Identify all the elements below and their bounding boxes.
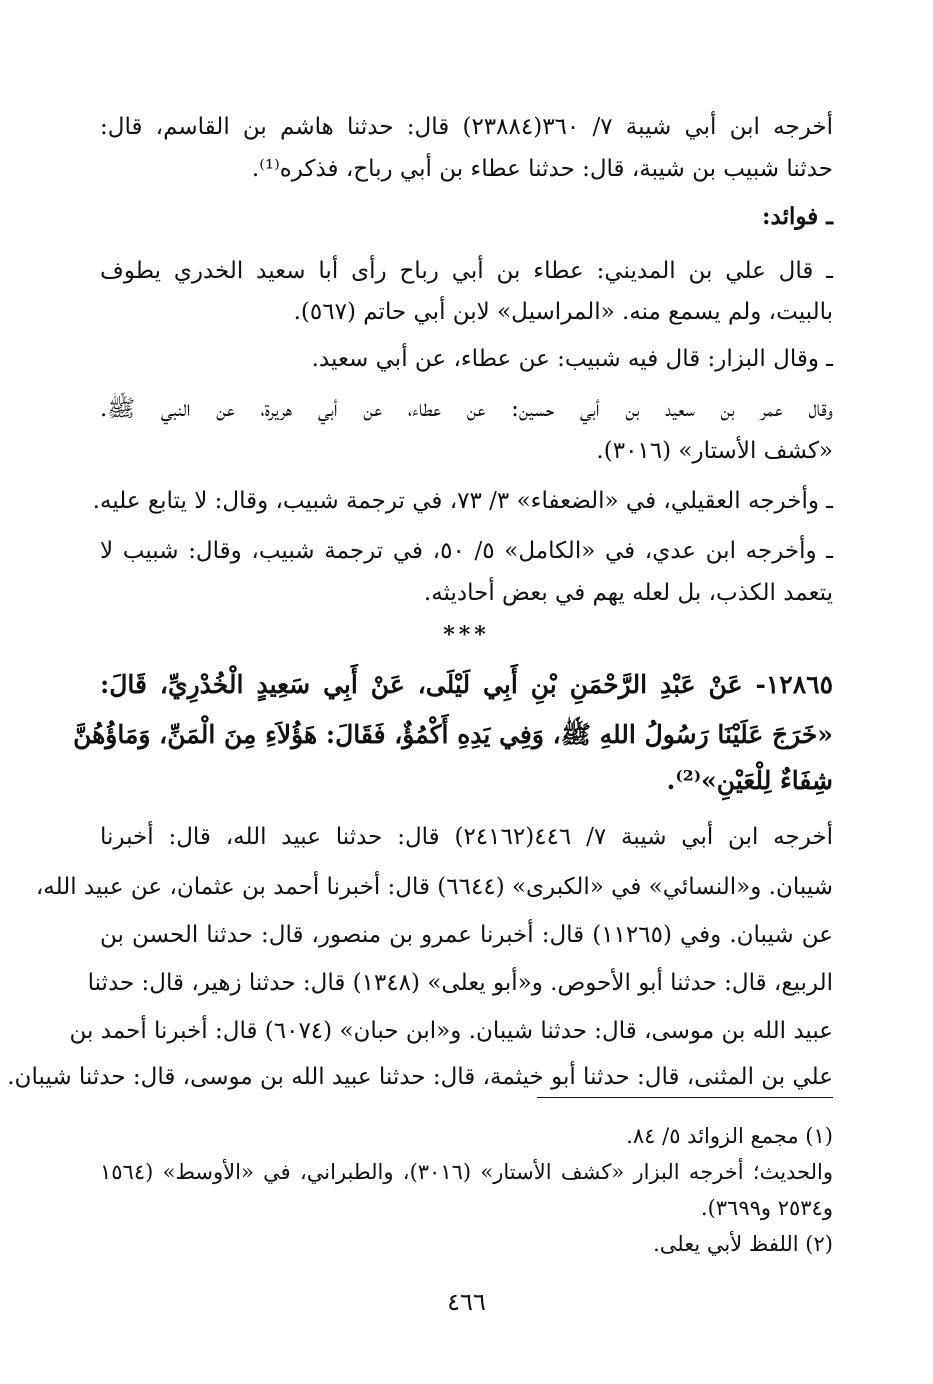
page-number: ٤٦٦	[447, 1288, 486, 1316]
fawaid-line-4: وقال عمر بن سعيد بن أبي حسين: عن عطاء، عن أبي هريرة، عن النبي ﷺ.	[100, 396, 833, 422]
fawaid-line-5: «كشف الأستار» (٣٠١٦).	[596, 438, 833, 464]
fawaid-line-3: ـ وقال البزار: قال فيه شبيب: عن عطاء، عن أبي سعيد.	[311, 346, 833, 372]
paragraph1-line-1: أخرجه ابن أبي شيبة ٧/ ٣٦٠(٢٣٨٨٤) قال: حدثنا هاشم بن القاسم، قال:	[100, 114, 834, 140]
fawaid-line-2: بالبيت، ولم يسمع منه. «المراسيل» لابن أبي حاتم (٥٦٧).	[293, 299, 833, 325]
takhrij-line-5: عبيد الله بن موسى، قال: حدثنا شيبان. و«ابن حبان» (٦٠٧٤) قال: أخبرنا أحمد بن	[69, 1018, 833, 1044]
footnote-separator	[537, 1097, 833, 1098]
takhrij-line-6: علي بن المثنى، قال: حدثنا أبو خيثمة، قال: حدثنا عبيد الله بن موسى، قال: حدثنا شيبان.	[7, 1064, 833, 1090]
fawaid-heading: ـ فوائد:	[762, 203, 833, 230]
footnote-1: (١) مجمع الزوائد ٥/ ٨٤.	[626, 1124, 833, 1148]
fawaid-line-7: ـ وأخرجه ابن عدي، في «الكامل» ٥/ ٥٠، في ترجمة شبيب، وقال: شبيب لا	[100, 538, 833, 564]
takhrij-line-4: الربيع، قال: حدثنا أبو الأحوص. و«أبو يعلى» (١٣٤٨) قال: حدثنا زهير، قال: حدثنا	[87, 970, 833, 996]
hadith-line-1: ١٢٨٦٥- عَنْ عَبْدِ الرَّحْمَنِ بْنِ أَبِي لَيْلَى، عَنْ أَبِي سَعِيدٍ الْخُدْرِيِّ، قَالَ:	[100, 670, 833, 699]
footnote-1-line-3: و٢٥٣٤ و٣٦٩٩).	[700, 1196, 833, 1220]
footnote-2: (٢) اللفظ لأبي يعلى.	[653, 1232, 833, 1256]
hadith-line-2: «خَرَجَ عَلَيْنَا رَسُولُ اللهِ ﷺ، وَفِي يَدِهِ أَكْمُؤٌ، فَقَالَ: هَؤُلاَءِ مِنَ الْمَنِّ، وَمَاؤُهُنَّ	[73, 720, 833, 749]
takhrij-line-2: شيبان. و«النسائي» في «الكبرى» (٦٦٤٤) قال: أخبرنا أحمد بن عثمان، عن عبيد الله،	[35, 874, 833, 900]
takhrij-line-1: أخرجه ابن أبي شيبة ٧/ ٤٤٦(٢٤١٦٢) قال: حدثنا عبيد الله، قال: أخبرنا	[100, 824, 834, 850]
fawaid-line-1: ـ قال علي بن المديني: عطاء بن أبي رباح رأى أبا سعيد الخدري يطوف	[100, 258, 833, 284]
hadith-line-3: شِفَاءٌ لِلْعَيْنِ»⁽²⁾.	[666, 766, 833, 795]
paragraph1-line-2: حدثنا شبيب بن شيبة، قال: حدثنا عطاء بن أبي رباح، فذكره⁽¹⁾.	[251, 156, 833, 182]
fawaid-line-8: يتعمد الكذب، بل لعله يهم في بعض أحاديثه.	[423, 580, 833, 606]
takhrij-line-3: عن شيبان. وفي (١١٢٦٥) قال: أخبرنا عمرو بن منصور، قال: حدثنا الحسن بن	[100, 922, 833, 948]
footnote-1-line-2: والحديث؛ أخرجه البزار «كشف الأستار» (٣٠١٦)، والطبراني، في «الأوسط» (١٥٦٤	[100, 1160, 833, 1184]
fawaid-line-6: ـ وأخرجه العقيلي، في «الضعفاء» ٣/ ٧٣، في ترجمة شبيب، وقال: لا يتابع عليه.	[92, 488, 833, 514]
section-separator: ***	[443, 622, 490, 648]
